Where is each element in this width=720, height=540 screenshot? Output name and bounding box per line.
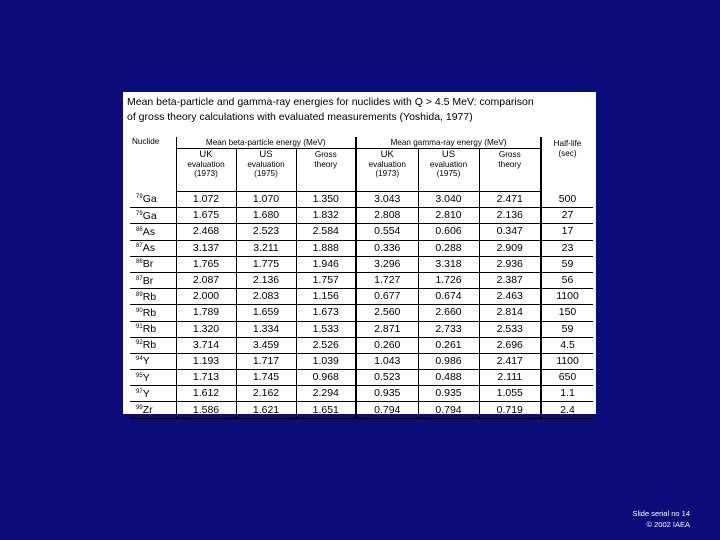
gamma-group-header: Mean gamma-ray energy (MeV) [356,137,541,149]
mass-number: 97 [136,388,143,395]
value-cell-g-us: 3.040 [418,192,479,208]
halflife-header [541,137,593,192]
nuclide-cell [130,192,176,208]
value-cell-b-gt: 1.888 [296,240,356,256]
mass-number: 94 [136,356,143,363]
value-cell-hl: 59 [541,256,593,272]
value-cell-b-gt: 1.651 [296,402,356,418]
element-symbol: Zr [142,404,153,417]
value-cell-g-uk: 1.727 [356,272,418,288]
mass-number: 89 [136,291,143,298]
nuclide-cell [130,386,176,402]
table-row [130,402,593,418]
value-cell-g-us: 0.935 [418,386,479,402]
value-cell-b-uk: 3.137 [176,240,236,256]
value-cell-b-uk: 1.193 [176,353,236,369]
table-row [130,353,593,369]
value-cell-b-gt: 2.294 [296,386,356,402]
mass-number: 92 [136,340,143,347]
value-cell-b-uk: 1.586 [176,402,236,418]
value-cell-b-us: 1.775 [236,256,296,272]
copyright: © 2002 IAEA [646,520,690,529]
mass-number: 90 [136,307,143,314]
data-table [130,137,593,419]
value-cell-hl: 4.5 [541,337,593,353]
value-cell-g-us: 1.726 [418,272,479,288]
value-cell-b-us: 2.523 [236,224,296,240]
value-cell-g-gt: 2.111 [479,370,541,386]
value-cell-b-uk: 1.072 [176,192,236,208]
value-cell-g-gt: 2.814 [479,305,541,321]
value-cell-b-uk: 3.714 [176,337,236,353]
table-row [130,305,593,321]
value-cell-b-us: 1.621 [236,402,296,418]
value-cell-g-uk: 2.808 [356,208,418,224]
element-symbol: Y [142,387,150,400]
table-row [130,289,593,305]
nuclide-cell [130,337,176,353]
mass-number: 95 [136,372,143,379]
value-cell-b-us: 3.211 [236,240,296,256]
nuclide-cell [130,402,176,418]
caption-line-2: of gross theory calculations with evaluated measurements (Yoshida, 1977) [127,111,473,123]
value-cell-g-gt: 2.387 [479,272,541,288]
value-cell-g-uk: 3.296 [356,256,418,272]
value-cell-b-us: 1.745 [236,370,296,386]
value-cell-b-us: 1.717 [236,353,296,369]
value-cell-b-uk: 1.612 [176,386,236,402]
mass-number: 87 [136,275,143,282]
value-cell-b-us: 1.659 [236,305,296,321]
value-cell-b-us: 2.136 [236,272,296,288]
value-cell-g-us: 0.794 [418,402,479,418]
value-cell-hl: 56 [541,272,593,288]
value-cell-hl: 2.4 [541,402,593,418]
value-cell-b-gt: 2.526 [296,337,356,353]
gamma-us-header: US evaluation (1975) [418,149,479,192]
value-cell-b-gt: 2.584 [296,224,356,240]
value-cell-g-gt: 1.055 [479,386,541,402]
element-symbol: Br [142,274,154,287]
value-cell-b-gt: 1.946 [296,256,356,272]
halflife-unit: (sec) [558,149,577,158]
value-cell-b-gt: 1.350 [296,192,356,208]
beta-uk-header: UK evaluation (1973) [176,149,236,192]
value-cell-g-gt: 2.696 [479,337,541,353]
value-cell-b-uk: 1.765 [176,256,236,272]
value-cell-g-us: 0.674 [418,289,479,305]
halflife-label: Half-life [553,139,582,148]
table-row [130,240,593,256]
nuclide-cell [130,353,176,369]
table-row [130,192,593,208]
value-cell-g-uk: 1.043 [356,353,418,369]
value-cell-g-gt: 2.136 [479,208,541,224]
value-cell-b-gt: 1.533 [296,321,356,337]
table-row [130,256,593,272]
caption-line-1: Mean beta-particle and gamma-ray energies for nuclides with Q > 4.5 MeV: comparison [127,96,534,108]
value-cell-b-uk: 2.087 [176,272,236,288]
value-cell-b-gt: 1.757 [296,272,356,288]
value-cell-b-uk: 2.468 [176,224,236,240]
value-cell-g-uk: 3.043 [356,192,418,208]
beta-gross-header: Gross theory [296,149,356,192]
value-cell-g-us: 2.733 [418,321,479,337]
mass-number: 91 [136,324,143,331]
nuclide-cell [130,256,176,272]
element-symbol: Br [142,258,154,271]
element-symbol: Rb [142,323,157,336]
value-cell-hl: 27 [541,208,593,224]
element-symbol: Y [142,371,150,384]
nuclide-header: Nuclide [132,137,160,146]
value-cell-b-uk: 1.789 [176,305,236,321]
nuclide-cell [130,240,176,256]
slide-serial: Slide serial no 14 [632,509,690,518]
beta-group-header: Mean beta-particle energy (MeV) [176,137,356,149]
element-symbol: As [142,242,155,255]
value-cell-g-uk: 0.336 [356,240,418,256]
element-symbol: Rb [142,290,157,303]
value-cell-g-us: 2.810 [418,208,479,224]
value-cell-b-us: 1.070 [236,192,296,208]
value-cell-b-gt: 1.039 [296,353,356,369]
value-cell-g-gt: 0.347 [479,224,541,240]
value-cell-g-gt: 2.417 [479,353,541,369]
table-row [130,272,593,288]
value-cell-g-us: 3.318 [418,256,479,272]
value-cell-hl: 500 [541,192,593,208]
table-row [130,370,593,386]
gamma-gross-header: Gross theory [479,149,541,192]
beta-us-header: US evaluation (1975) [236,149,296,192]
element-symbol: Ga [142,209,157,222]
element-symbol: Rb [142,339,157,352]
slide-footer [632,508,690,530]
mass-number: 87 [136,243,143,250]
table-row [130,386,593,402]
value-cell-b-uk: 1.713 [176,370,236,386]
value-cell-g-uk: 0.677 [356,289,418,305]
gamma-uk-header: UK evaluation (1973) [356,149,418,192]
value-cell-g-gt: 2.936 [479,256,541,272]
nuclide-cell [130,289,176,305]
value-cell-b-uk: 2.000 [176,289,236,305]
value-cell-g-us: 0.288 [418,240,479,256]
value-cell-hl: 650 [541,370,593,386]
table-row [130,321,593,337]
value-cell-g-gt: 2.909 [479,240,541,256]
value-cell-g-uk: 2.560 [356,305,418,321]
element-symbol: Y [142,355,150,368]
value-cell-b-gt: 1.832 [296,208,356,224]
value-cell-b-us: 1.334 [236,321,296,337]
nuclide-cell [130,208,176,224]
value-cell-g-us: 0.606 [418,224,479,240]
value-cell-g-us: 2.660 [418,305,479,321]
value-cell-g-uk: 0.935 [356,386,418,402]
value-cell-hl: 23 [541,240,593,256]
mass-number: 86 [136,259,143,266]
value-cell-b-us: 2.083 [236,289,296,305]
nuclide-cell [130,272,176,288]
element-symbol: Rb [142,306,157,319]
mass-number: 79 [136,194,143,201]
value-cell-g-uk: 0.260 [356,337,418,353]
value-cell-hl: 59 [541,321,593,337]
table-row [130,208,593,224]
value-cell-g-uk: 0.794 [356,402,418,418]
mass-number: 99 [136,405,143,412]
value-cell-b-us: 2.162 [236,386,296,402]
value-cell-hl: 17 [541,224,593,240]
value-cell-g-gt: 2.533 [479,321,541,337]
value-cell-b-gt: 1.673 [296,305,356,321]
value-cell-g-uk: 0.523 [356,370,418,386]
table-body [130,192,593,419]
value-cell-hl: 1100 [541,289,593,305]
value-cell-b-us: 1.680 [236,208,296,224]
value-cell-g-us: 0.261 [418,337,479,353]
value-cell-g-gt: 0.719 [479,402,541,418]
table-panel [123,92,596,417]
value-cell-g-us: 0.488 [418,370,479,386]
value-cell-b-uk: 1.675 [176,208,236,224]
value-cell-g-gt: 2.471 [479,192,541,208]
mass-number: 79 [136,210,143,217]
element-symbol: Ga [142,193,157,206]
value-cell-g-uk: 0.554 [356,224,418,240]
value-cell-g-uk: 2.871 [356,321,418,337]
value-cell-b-gt: 1.156 [296,289,356,305]
nuclide-cell [130,321,176,337]
nuclide-cell [130,305,176,321]
table-caption [127,95,592,125]
mass-number: 86 [136,226,143,233]
value-cell-hl: 150 [541,305,593,321]
value-cell-hl: 1100 [541,353,593,369]
element-symbol: As [142,225,155,238]
table-row [130,224,593,240]
value-cell-b-uk: 1.320 [176,321,236,337]
nuclide-cell [130,224,176,240]
value-cell-g-gt: 2.463 [479,289,541,305]
value-cell-b-us: 3.459 [236,337,296,353]
nuclide-cell [130,370,176,386]
value-cell-hl: 1.1 [541,386,593,402]
value-cell-b-gt: 0.968 [296,370,356,386]
value-cell-g-us: 0.986 [418,353,479,369]
table-row [130,337,593,353]
